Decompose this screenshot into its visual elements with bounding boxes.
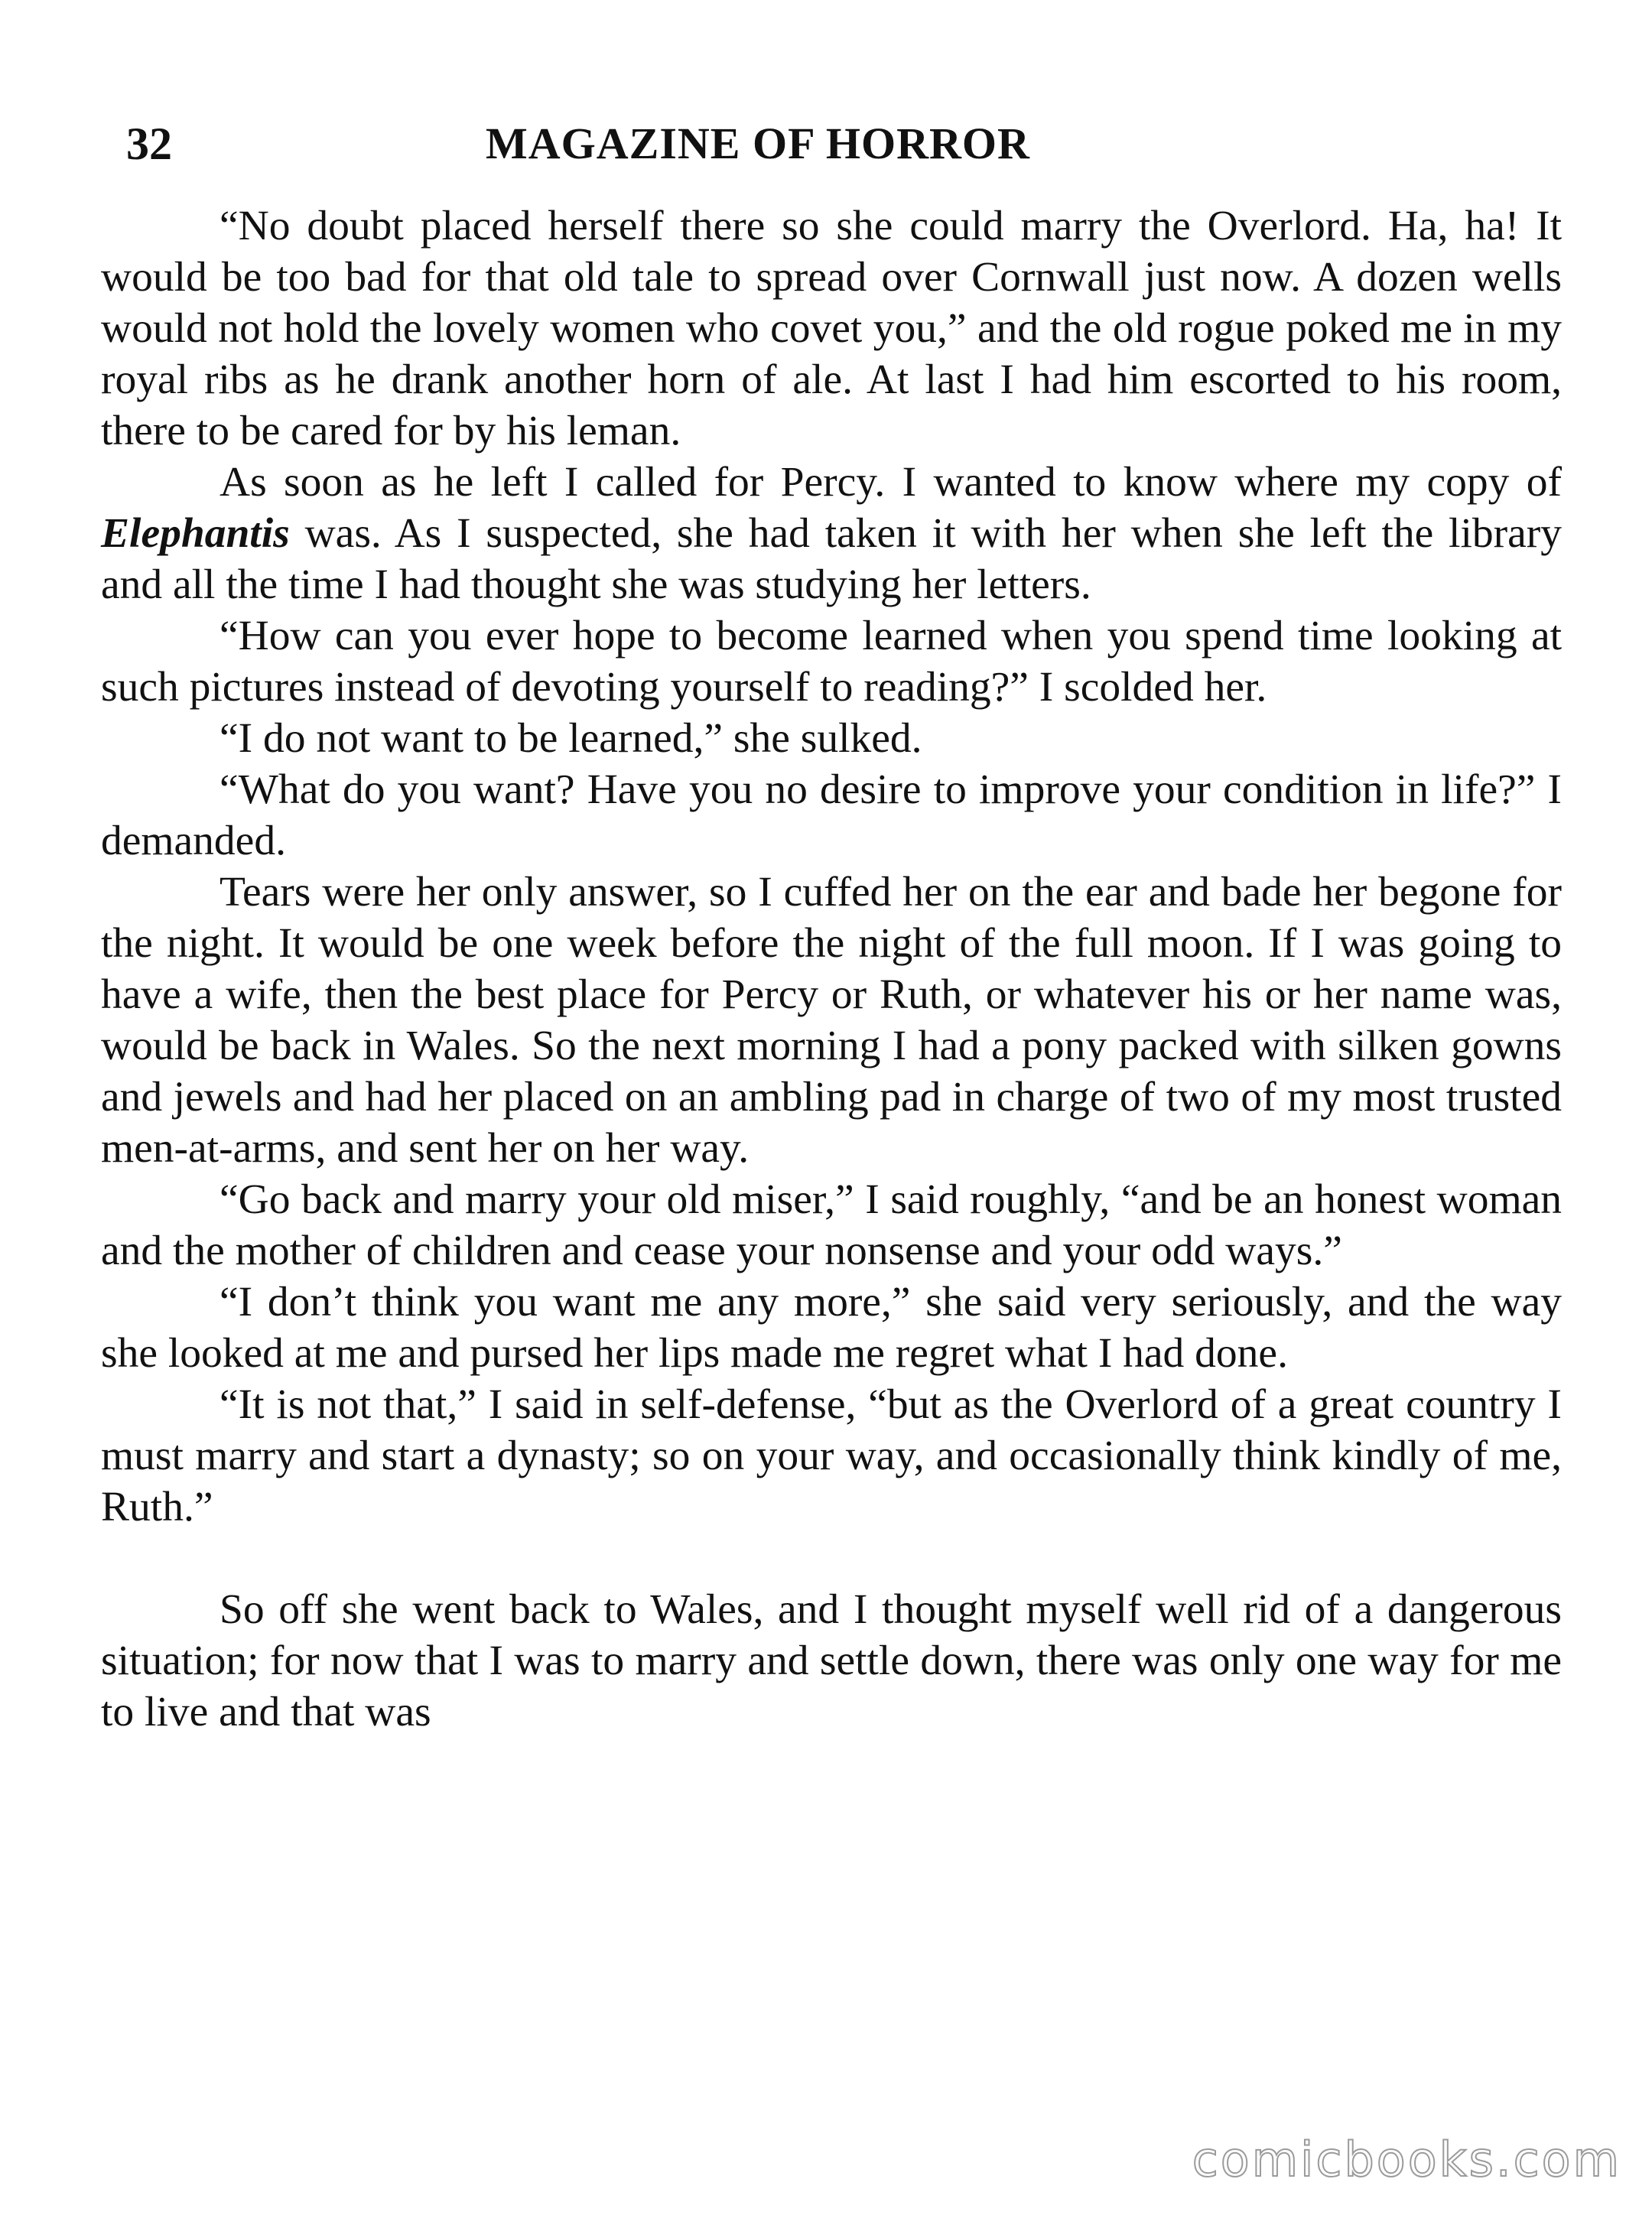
watermark: comicbooks.com	[1192, 2132, 1621, 2187]
page-header	[126, 113, 1564, 174]
paragraph: “What do you want? Have you no desire to improve your condition in life?” I demanded.	[101, 766, 1562, 864]
paragraph: “No doubt placed herself there so she could marry the Overlord. Ha, ha! It would be too bad for that old tale to spread over Cornwall just now. A dozen wells would not hold the lovely women who covet you,” and the old rogue poked me in my royal ribs as he drank another horn of ale. At last I had him escorted to his room, there to be cared for by his leman.	[101, 203, 1562, 454]
paragraph-text: was. As I suspected, she had taken it with her when she left the library and all the time I had thought she was studying her letters.	[101, 510, 1562, 608]
paragraph: So off she went back to Wales, and I thought myself well rid of a dangerous situation; for now that I was to marry and settle down, there was only one way for me to live and that was	[101, 1586, 1562, 1735]
paragraph: “I don’t think you want me any more,” she said very seriously, and the way she looked at me and pursed her lips made me regret what I had done.	[101, 1279, 1562, 1377]
paragraph: Tears were her only answer, so I cuffed her on the ear and bade her begone for the night. It would be one week before the night of the full moon. If I was going to have a wife, then the best place for Percy or Ruth, or whatever his or her name was, would be back in Wales. So the next morning I had a pony packed with silken gowns and jewels and had her placed on an ambling pad in charge of two of my most trusted men-at-arms, and sent her on her way.	[101, 869, 1562, 1172]
paragraph-text: As soon as he left I called for Percy. I wanted to know where my copy of	[220, 459, 1562, 506]
paragraph: “How can you ever hope to become learned when you spend time looking at such pictures instead of devoting yourself to reading?” I scolded her.	[101, 613, 1562, 711]
body-text	[101, 200, 1562, 1738]
paragraph: “I do not want to be learned,” she sulked.	[220, 715, 922, 762]
page-number: 32	[126, 119, 172, 169]
book-title-italic: Elephantis	[101, 510, 290, 557]
paragraph	[101, 457, 1562, 610]
paragraph: “It is not that,” I said in self-defense, “but as the Overlord of a great country I must marry and start a dynasty; so on your way, and occasionally think kindly of me, Ruth.”	[101, 1381, 1562, 1530]
running-title: MAGAZINE OF HORROR	[486, 119, 1030, 168]
paragraph: “Go back and marry your old miser,” I said roughly, “and be an honest woman and the mother of children and cease your nonsense and your odd ways.”	[101, 1176, 1562, 1274]
